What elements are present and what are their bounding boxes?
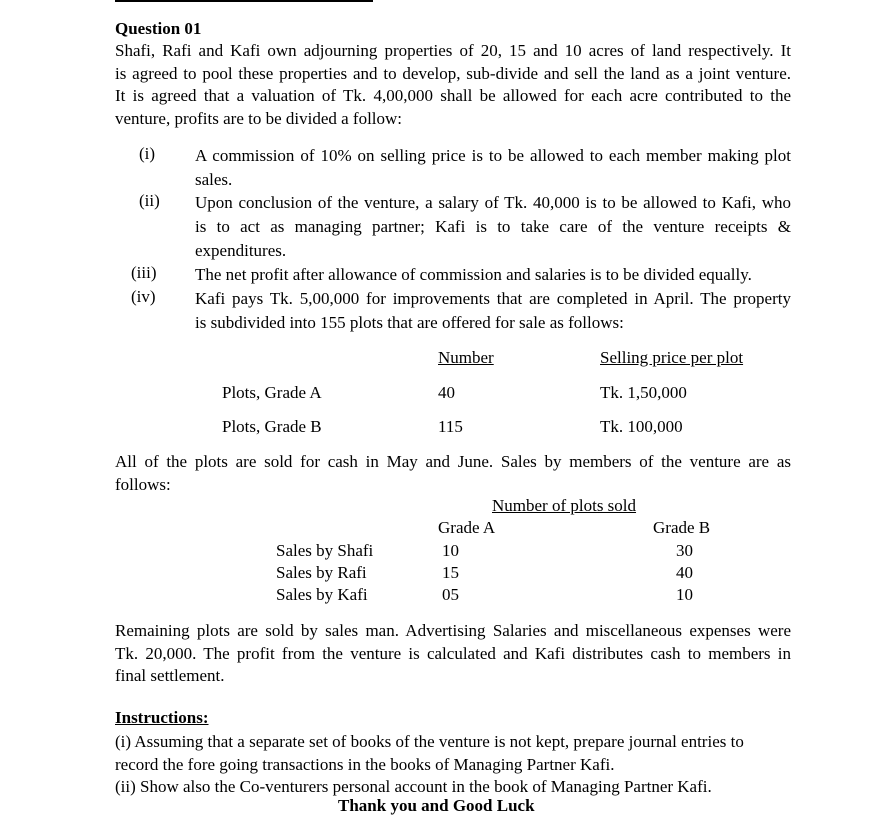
footer-cut-text: Thank you and Good Luck [338, 796, 535, 815]
item-line: Kafi pays Tk. 5,00,000 for improvements that are completed in April. The property [195, 289, 791, 308]
item-number: (iv) [131, 287, 156, 306]
instruction-line: (ii) Show also the Co-venturers personal account in the book of Managing Partner Kafi. [115, 777, 712, 796]
item-number: (i) [139, 144, 156, 163]
item-line: expenditures. [195, 241, 287, 260]
list-item [195, 191, 791, 263]
remaining-line: Tk. 20,000. The profit from the venture is calculated and Kafi distributes cash to members in [115, 643, 791, 663]
sales-b: 30 [676, 541, 693, 560]
plot-label: Plots, Grade B [222, 417, 322, 436]
plot-label: Plots, Grade A [222, 383, 322, 402]
plot-price: Tk. 1,50,000 [600, 383, 687, 402]
intro-line: Shafi, Rafi and Kafi own adjourning properties of 20, 15 and 10 acres of land respectively. It [115, 41, 791, 60]
plot-number: 115 [438, 417, 463, 436]
intro-line: is agreed to pool these properties and to develop, sub-divide and sell the land as a joint venture. [115, 63, 791, 83]
item-line: is subdivided into 155 plots that are offered for sale as follows: [195, 313, 624, 332]
item-number: (ii) [139, 191, 160, 210]
sales-a: 15 [442, 563, 459, 582]
plot-price: Tk. 100,000 [600, 417, 683, 436]
sales-intro [115, 451, 791, 496]
intro-line: It is agreed that a valuation of Tk. 4,00,000 shall be allowed for each acre contributed to the [115, 86, 791, 105]
remaining-line: Remaining plots are sold by sales man. Advertising Salaries and miscellaneous expenses were [115, 621, 791, 640]
sales-b: 10 [676, 585, 693, 604]
plot-number: 40 [438, 383, 455, 402]
remaining-paragraph [115, 620, 791, 688]
list-item [195, 287, 791, 335]
sales-intro-line: follows: [115, 474, 171, 494]
list-item [195, 263, 791, 287]
sales-b: 40 [676, 563, 693, 582]
sales-a: 05 [442, 585, 459, 604]
question-title: Question 01 [115, 19, 202, 38]
intro-paragraph [115, 40, 791, 130]
instructions-body [115, 731, 791, 799]
sales-intro-line: All of the plots are sold for cash in May and June. Sales by members of the venture are as [115, 452, 791, 471]
instruction-line: (i) Assuming that a separate set of books of the venture is not kept, prepare journal entries to [115, 732, 744, 751]
sales-caption: Number of plots sold [492, 496, 637, 515]
item-number: (iii) [131, 263, 157, 282]
instructions-title: Instructions: [115, 708, 209, 727]
header-price: Selling price per plot [600, 348, 744, 367]
remaining-line: final settlement. [115, 666, 225, 685]
top-rule [115, 0, 373, 2]
item-line: sales. [195, 170, 233, 189]
sales-label: Sales by Rafi [276, 563, 367, 582]
item-line: is to act as managing partner; Kafi is to take care of the venture receipts & [195, 217, 791, 236]
item-line: A commission of 10% on selling price is to be allowed to each member making plot [195, 146, 791, 165]
header-number: Number [438, 348, 494, 367]
col-grade-a: Grade A [438, 518, 496, 537]
sales-label: Sales by Kafi [276, 585, 368, 604]
sales-label: Sales by Shafi [276, 541, 374, 560]
col-grade-b: Grade B [653, 518, 711, 537]
intro-line: venture, profits are to be divided a follow: [115, 108, 403, 128]
list-item [195, 144, 791, 192]
item-line: Upon conclusion of the venture, a salary of Tk. 40,000 is to be allowed to Kafi, who [195, 193, 791, 212]
item-line: The net profit after allowance of commission and salaries is to be divided equally. [195, 265, 752, 284]
instruction-line: record the fore going transactions in the books of Managing Partner Kafi. [115, 754, 615, 774]
sales-a: 10 [442, 541, 459, 560]
